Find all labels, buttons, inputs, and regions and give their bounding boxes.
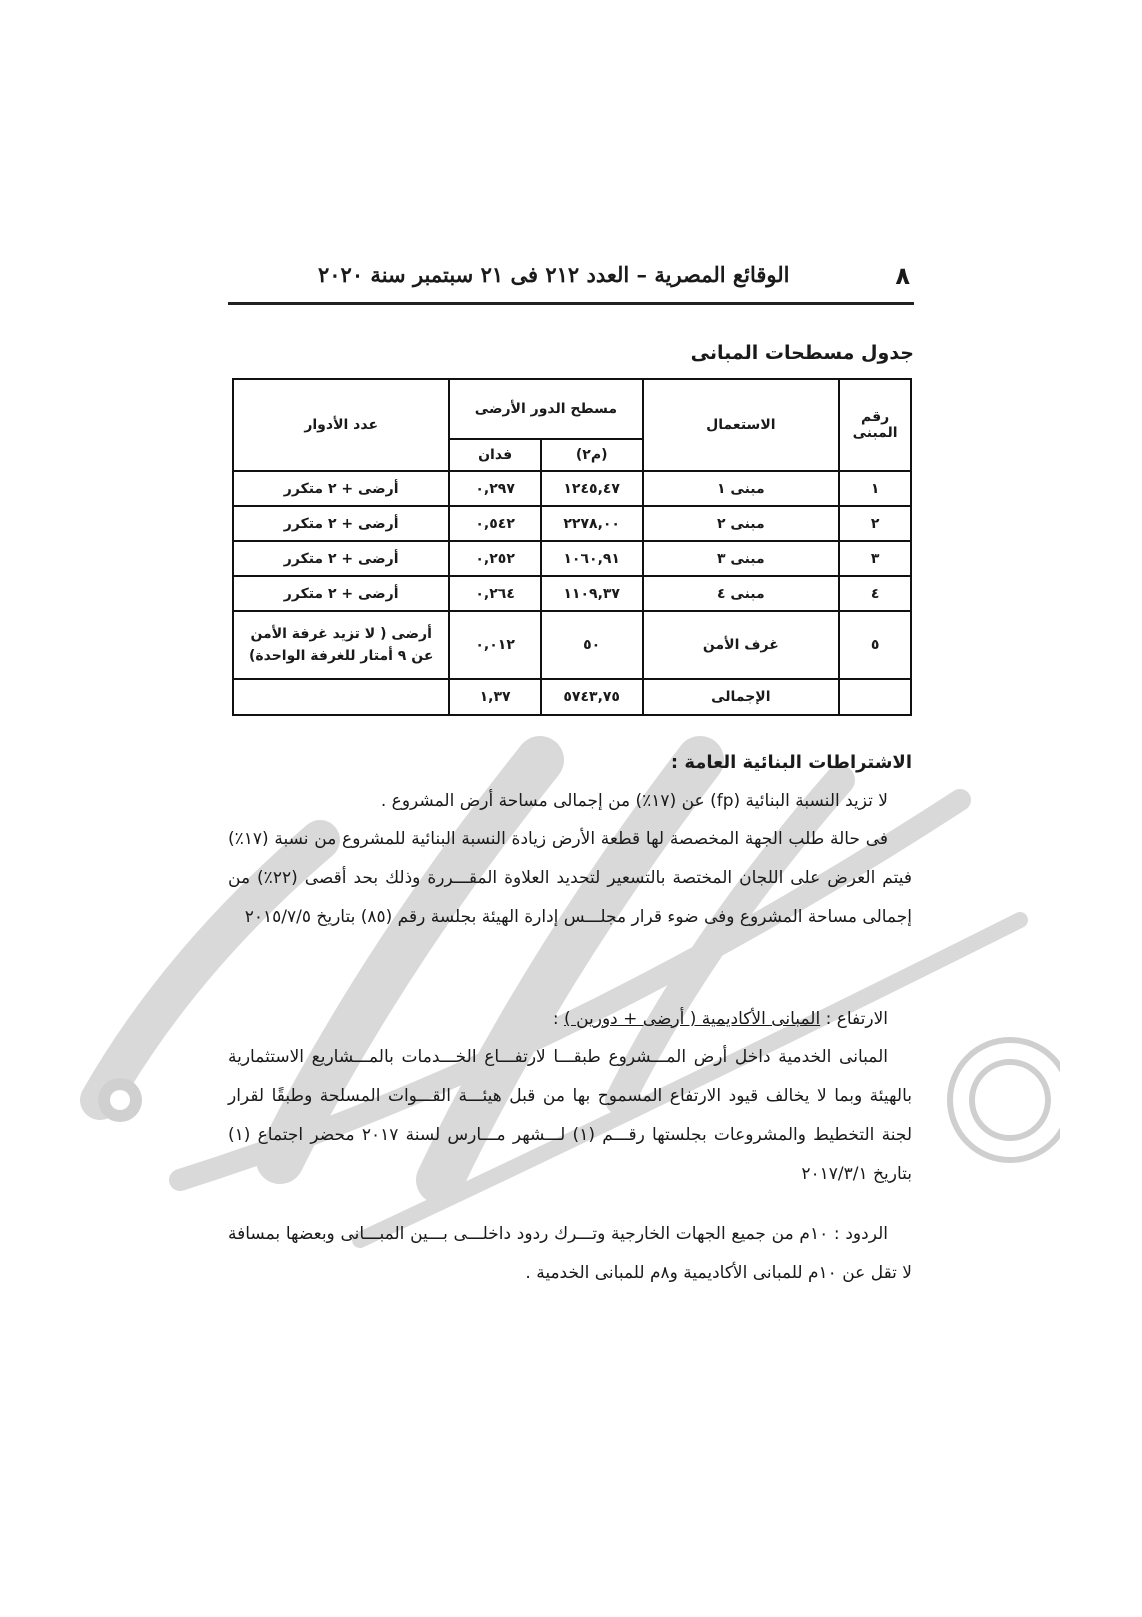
header-feddan: فدان (449, 439, 541, 471)
page-number: ٨ (895, 262, 910, 290)
cell-m2: ١٢٤٥,٤٧ (541, 471, 643, 506)
header-building-number: رقم المبنى (839, 379, 911, 471)
table-row (233, 471, 911, 506)
cell-total-feddan: ١,٣٧ (449, 679, 541, 715)
table-total-row (233, 679, 911, 715)
cell-floors: أرضى + ٢ متكرر (233, 506, 449, 541)
height-colon: : (552, 1009, 565, 1029)
cell-floors: أرضى ( لا تزيد غرفة الأمن عن ٩ أمتار للغرفة الواحدة) (233, 611, 449, 679)
cell-m2: ١٠٦٠,٩١ (541, 541, 643, 576)
cell-floors: أرضى + ٢ متكرر (233, 471, 449, 506)
header-ground-area: مسطح الدور الأرضى (449, 379, 642, 439)
cell-floors-empty (233, 679, 449, 715)
height-label: الارتفاع : (820, 1009, 888, 1029)
paragraph-building-ratio: لا تزيد النسبة البنائية (fp) عن (١٧٪) من إجمالى مساحة أرض المشروع . (380, 791, 888, 811)
height-academic-buildings: المبانى الأكاديمية ( أرضى + دورين ) (564, 1009, 821, 1029)
header-use: الاستعمال (643, 379, 840, 471)
cell-use: مبنى ٢ (643, 506, 840, 541)
cell-feddan: ٠,٢٦٤ (449, 576, 541, 611)
buildings-area-table (232, 378, 912, 716)
cell-number: ٢ (839, 506, 911, 541)
cell-m2: ٥٠ (541, 611, 643, 679)
cell-number: ١ (839, 471, 911, 506)
page-header (228, 262, 914, 305)
cell-use: مبنى ٣ (643, 541, 840, 576)
cell-number: ٥ (839, 611, 911, 679)
cell-feddan: ٠,٢٩٧ (449, 471, 541, 506)
cell-number: ٣ (839, 541, 911, 576)
table-row (233, 541, 911, 576)
cell-number: ٤ (839, 576, 911, 611)
cell-number-empty (839, 679, 911, 715)
paragraph-height (228, 1000, 912, 1039)
table-row (233, 506, 911, 541)
paragraph-setbacks: الردود : ١٠م من جميع الجهات الخارجية وتـــرك ردود داخلـــى بـــين المبـــانى وبعضها بمسافة لا تقل عن ١٠م للمبانى الأكاديمية و٨م للمبانى الخدمية . (228, 1224, 912, 1283)
gazette-title: الوقائع المصرية – العدد ٢١٢ فى ٢١ سبتمبر سنة ٢٠٢٠ (318, 262, 790, 287)
cell-floors: أرضى + ٢ متكرر (233, 576, 449, 611)
cell-floors: أرضى + ٢ متكرر (233, 541, 449, 576)
cell-total-m2: ٥٧٤٣,٧٥ (541, 679, 643, 715)
cell-use: مبنى ١ (643, 471, 840, 506)
table-title: جدول مسطحات المبانى (690, 342, 914, 364)
cell-use: مبنى ٤ (643, 576, 840, 611)
header-floors: عدد الأدوار (233, 379, 449, 471)
cell-feddan: ٠,٠١٢ (449, 611, 541, 679)
cell-m2: ١١٠٩,٣٧ (541, 576, 643, 611)
table-row (233, 576, 911, 611)
cell-feddan: ٠,٥٤٢ (449, 506, 541, 541)
cell-use: غرف الأمن (643, 611, 840, 679)
conditions-heading: الاشتراطات البنائية العامة : (670, 752, 912, 773)
paragraph-ratio-increase: فى حالة طلب الجهة المخصصة لها قطعة الأرض زيادة النسبة البنائية للمشروع من نسبة (١٧٪) فيتم العرض على اللجان المختصة بالتسعير لتحديد العلاوة المقـــررة وذلك بحد أقصى (٢٢٪) من إجمالى مساحة المشروع وفى ضوء قرار مجلـــس إدارة الهيئة بجلسة رقم (٨٥) بتاريخ ٢٠١٥/٧/٥ (228, 829, 912, 927)
cell-m2: ٢٢٧٨,٠٠ (541, 506, 643, 541)
cell-feddan: ٠,٢٥٢ (449, 541, 541, 576)
header-m2: (م٢) (541, 439, 643, 471)
table-row (233, 611, 911, 679)
paragraph-service-buildings: المبانى الخدمية داخل أرض المـــشروع طبقـــا لارتفـــاع الخـــدمات بالمـــشاريع الاستثمارية بالهيئة وبما لا يخالف قيود الارتفاع المسموح بها من قبل هيئـــة القـــوات المسلحة وطبقًا لقرار لجنة التخطيط والمشروعات بجلستها رقـــم (١) لـــشهر مـــارس لسنة ٢٠١٧ محضر اجتماع (١) بتاريخ ٢٠١٧/٣/١ (228, 1047, 913, 1184)
cell-total-label: الإجمالى (643, 679, 840, 715)
